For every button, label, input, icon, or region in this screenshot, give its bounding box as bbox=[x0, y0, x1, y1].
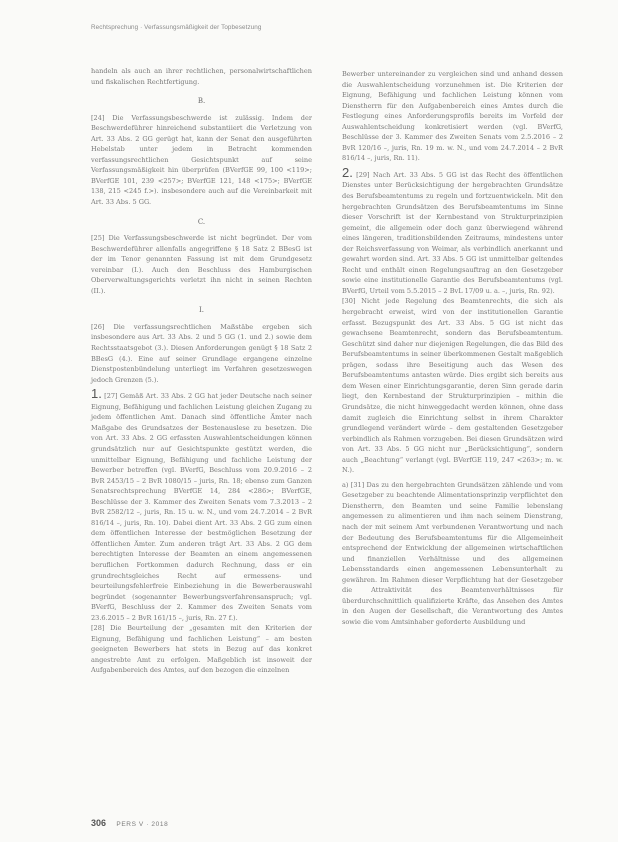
paragraph: Bewerber untereinander zu vergleichen sind und anhand dessen die Auswahlentscheidung vorzunehmen ist. Die Kriterien der Eignung, Befähigung und fachlichen Leistung können vom Dienstherrn für den Aufgabenbereich eines Amtes durch die Festlegung eines Anforderungsprofils bereits im Vorfeld der Auswahlentscheidung konkretisiert werden (vgl. BVerfG, Beschlüsse der 3. Kammer des Zweiten Senats vom 2.5.2016 – 2 BvR 120/16 –, juris, Rn. 19 m. w. N., und vom 24.7.2014 – 2 BvR 816/14 –, juris, Rn. 11). bbox=[342, 70, 563, 163]
paragraph: [30] Nicht jede Regelung des Beamtenrechts, die sich als hergebracht erweist, wird von der institutionellen Garantie erfasst. Bezugspunkt des Art. 33 Abs. 5 GG ist nicht das gewachsene Beamtenrecht, sondern das Berufsbeamtentum. Geschützt sind daher nur diejenigen Regelungen, die das Bild des Berufsbeamtentums in seiner überkommenen Gestalt maßgeblich prägen, sodass ihre Beseitigung auch das Wesen des Berufsbeamtentums antasten würde. Dies ergibt sich bereits aus dem Wesen einer Einrichtungsgarantie, deren Sinn gerade darin liegt, den Kernbestand der Strukturprinzipien – mithin die Grundsätze, die nicht hinweggedacht werden können, ohne dass damit zugleich die Einrichtung selbst in ihrem Charakter grundlegend verändert würde – dem gestaltenden Gesetzgeber verbindlich als Rahmen vorzugeben. Bei diesen Grundsätzen wird von Art. 33 Abs. 5 GG nicht nur „Berücksichtigung“, sondern auch „Beachtung“ verlangt (vgl. BVerfGE 119, 247 <263>; m. w. N.). bbox=[342, 297, 563, 475]
paragraph-text: [29] Nach Art. 33 Abs. 5 GG ist das Recht des öffentlichen Dienstes unter Berücksichtigung der hergebrachten Grundsätze des Berufsbeamtentums zu regeln und fortzuentwickeln. Mit den hergebrachten Grundsätzen des Berufsbeamtentums im Sinne dieser Vorschrift ist der Kernbestand von Strukturprinzipien gemeint, die allgemein oder doch ganz überwiegend während eines längeren, traditionsbildenden Zeitraums, mindestens unter der Reichsverfassung von Weimar, als verbindlich anerkannt und gewahrt worden sind. Art. 33 Abs. 5 GG ist unmittelbar geltendes Recht und enthält einen Regelungsauftrag an den Gesetzgeber sowie eine institutionelle Garantie des Berufsbeamtentums (vgl. BVerfG, Urteil vom 5.5.2015 – 2 BvL 17/09 u. a. –, juris, Rn. 92). bbox=[342, 170, 563, 295]
running-head: Rechtsprechung · Verfassungsmäßigkeit der Topbesetzung bbox=[91, 24, 262, 31]
paragraph: [26] Die verfassungsrechtlichen Maßstäbe ergeben sich insbesondere aus Art. 33 Abs. 2 und 5 GG (1. und 2.) sowie dem Rechtsstaatsgebot (3.). Diesen Anforderungen genügt § 18 Satz 2 BBesG (4.). Eine auf seiner Grundlage ergangene einzelne Dienstpostenbündelung unterliegt im Verfahren gesetzeswegen jedoch Grenzen (5.). bbox=[91, 322, 312, 384]
paragraph: [28] Die Beurteilung der „gesamten mit den Kriterien der Eignung, Befähigung und fachlichen Leistung“ – am besten geeigneten Bewerbers hat stets in Bezug auf das konkret angestrebte Amt zu erfolgen. Maßgeblich ist insoweit der Aufgabenbereich des Amtes, auf den bezogen die einzelnen bbox=[91, 624, 312, 675]
paragraph: [24] Die Verfassungsbeschwerde ist zulässig. Indem der Beschwerdeführer hinreichend substantiiert die Verletzung von Art. 33 Abs. 2 GG gerügt hat, kann der Senat den ausgeführten Hebelstab unter jedem in Betracht kommenden verfassungsrechtlichen Gesichtspunkt auf seine Verfassungsmäßigkeit hin überprüfen (BVerfGE 99, 100 <119>; BVerfGE 101, 239 <257>; BVerfGE 121, 148 <175>; BVerfGE 138, 215 <245 f.>). insbesondere auch auf die Vereinbarkeit mit Art. 33 Abs. 5 GG. bbox=[91, 113, 312, 207]
page-number: 306 bbox=[91, 818, 107, 828]
subsection-number: a) bbox=[342, 480, 349, 489]
paragraph bbox=[342, 164, 563, 297]
section-heading-i: I. bbox=[199, 306, 204, 315]
paragraph-text: [27] Gemäß Art. 33 Abs. 2 GG hat jeder Deutsche nach seiner Eignung, Befähigung und fachlichen Leistung gleichen Zugang zu jedem öffentlichen Amt. Danach sind öffentliche Ämter nach Maßgabe des Grundsatzes der Bestenauslese zu besetzen. Die von Art. 33 Abs. 2 GG erfassten Auswahlentscheidungen können grundsätzlich nur auf Gesichtspunkte gestützt werden, die unmittelbar Eignung, Befähigung und fachliche Leistung der Bewerber betreffen (vgl. BVerfG, Beschluss vom 20.9.2016 – 2 BvR 2453/15 – 2 BvR 1080/15 – juris, Rn. 18; ebenso zum Ganzen Senatsrechtsprechung BVerfGE 14, 284 <286>; BVerfGE, Beschlüsse der 3. Kammer des Zweiten Senats vom 7.3.2013 – 2 BvR 2582/12 –, juris, Rn. 15 u. w. N., und vom 24.7.2014 – 2 BvR 816/14 –, juris, Rn. 10). Dabei dient Art. 33 Abs. 2 GG zum einen dem öffentlichen Interesse der bestmöglichen Besetzung der öffentlichen Ämter. Zum anderen trägt Art. 33 Abs. 2 GG dem berechtigten Interesse der Beamten an einem angemessenen beruflichen Fortkommen dadurch Rechnung, dass er ein grundrechtsgleiches Recht auf ermessens- und beurteilungsfehlerfreie Einbeziehung in die Bewerberauswahl begründet (sogenannter Bewerbungsverfahrensanspruch; vgl. BVerfG, Beschluss der 2. Kammer des Zweiten Senats vom 23.6.2015 – 2 BvR 161/15 –, juris, Rn. 27 f.). bbox=[91, 392, 312, 622]
left-column bbox=[91, 66, 312, 676]
section-heading-c: C. bbox=[197, 217, 206, 226]
paragraph: handeln als auch an ihrer rechtlichen, personalwirtschaftlichen und fiskalischen Rechtfertigung. bbox=[91, 67, 312, 86]
paragraph bbox=[91, 386, 312, 623]
section-heading-b: B. bbox=[197, 97, 206, 106]
subsection-number: 2. bbox=[342, 164, 353, 180]
paragraph bbox=[342, 480, 563, 628]
subsection-number: 1. bbox=[91, 386, 102, 402]
paragraph-text: [31] Das zu den hergebrachten Grundsätzen zählende und vom Gesetzgeber zu beachtende Alimentationsprinzip verpflichtet den Dienstherrn, den Beamten und seine Familie lebenslang angemessen zu alimentieren und ihm nach seinem Dienstrang, nach der mit seinem Amt verbundenen Verantwortung und nach der Bedeutung des Berufsbeamtentums für die Allgemeinheit entsprechend der Entwicklung der allgemeinen wirtschaftlichen und finanziellen Verhältnisse und des allgemeinen Lebensstandards einen angemessenen Lebensunterhalt zu gewähren. Im Rahmen dieser Verpflichtung hat der Gesetzgeber die Attraktivität des Beamtenverhältnisses für überdurchschnittlich qualifizierte Kräfte, das Ansehen des Amtes in den Augen der Gesellschaft, die Verantwortung des Amtes sowie die vom Amtsinhaber geforderte Ausbildung und bbox=[342, 480, 563, 626]
paragraph: [25] Die Verfassungsbeschwerde ist nicht begründet. Der vom Beschwerdeführer allenfalls angegriffene § 18 Satz 2 BBesG ist der im Tenor genannten Fassung ist mit dem Grundgesetz vereinbar (I.). Auch den Beschluss des Hamburgischen Oberverwaltungsgerichts verletzt ihn nicht in seinen Rechten (II.). bbox=[91, 234, 312, 295]
right-column bbox=[342, 69, 563, 627]
page-footer bbox=[91, 818, 168, 828]
journal-source: PERS V · 2018 bbox=[116, 821, 169, 828]
